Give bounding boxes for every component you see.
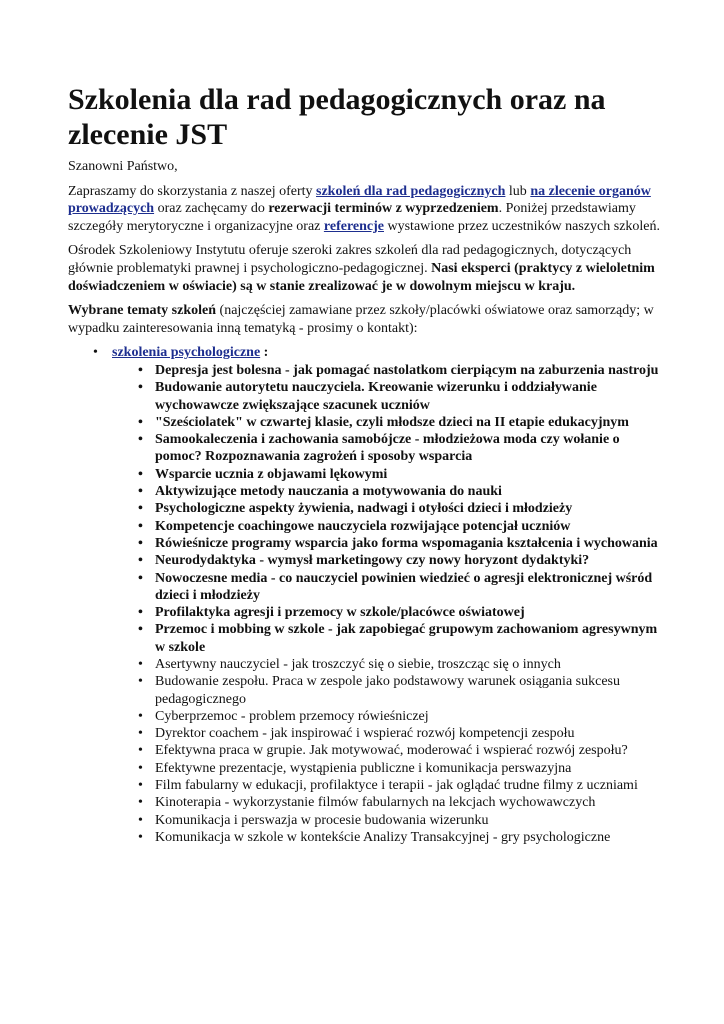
link-psychological-training[interactable]: szkolenia psychologiczne bbox=[112, 345, 261, 361]
topic-item: • Rówieśnicze programy wsparcia jako forma wspomagania kształcenia i wychowania bbox=[112, 535, 668, 552]
intro-text-4: . Poniżej przedstawiamy szczegóły merytoryczne i organizacyjne oraz bbox=[68, 201, 636, 234]
topic-item: • Efektywne prezentacje, wystąpienia publiczne i komunikacja perswazyjna bbox=[112, 760, 668, 777]
topic-item: • Film fabularny w edukacji, profilaktyce i terapii - jak oglądać trudne filmy z uczniami bbox=[112, 777, 668, 794]
topic-item: • Wsparcie ucznia z objawami lękowymi bbox=[112, 466, 668, 483]
topic-item: • Depresja jest bolesna - jak pomagać nastolatkom cierpiącym na zaburzenia nastroju bbox=[112, 362, 668, 379]
greeting: Szanowni Państwo, bbox=[68, 159, 178, 174]
topic-item: • Efektywna praca w grupie. Jak motywować, moderować i wspierać rozwój zespołu? bbox=[112, 742, 668, 759]
link-governing-bodies[interactable]: na zlecenie organów prowadzących bbox=[68, 183, 651, 217]
topic-item: • Cyberprzemoc - problem przemocy rówieśniczej bbox=[112, 708, 668, 725]
topic-item: • Aktywizujące metody nauczania a motywowania do nauki bbox=[112, 483, 668, 500]
topic-item: • Komunikacja i perswazja w procesie budowania wizerunku bbox=[112, 812, 668, 829]
topics-intro-bold: Wybrane tematy szkoleń bbox=[68, 303, 217, 319]
topic-item: • Psychologiczne aspekty żywienia, nadwagi i otyłości dzieci i młodzieży bbox=[112, 500, 668, 517]
about-paragraph bbox=[68, 242, 668, 295]
topic-item: • Samookaleczenia i zachowania samobójcze - młodzieżowa moda czy wołanie o pomoc? Rozpoznawania zagrożeń i sposoby wsparcia bbox=[112, 431, 668, 466]
topic-item: • Neurodydaktyka - wymysł marketingowy czy nowy horyzont dydaktyki? bbox=[112, 552, 668, 569]
intro-text-1: Zapraszamy do skorzystania z naszej oferty bbox=[68, 183, 317, 199]
category-item bbox=[68, 344, 668, 846]
topic-item: • Profilaktyka agresji i przemocy w szkole/placówce oświatowej bbox=[112, 604, 668, 621]
page-title: Szkolenia dla rad pedagogicznych oraz na zlecenie JST bbox=[68, 83, 606, 151]
document-page bbox=[68, 82, 668, 846]
topic-item: • Budowanie autorytetu nauczyciela. Kreowanie wizerunku i oddziaływanie wychowawcze zwiększające szacunek uczniów bbox=[112, 379, 668, 414]
intro-text-2: lub bbox=[505, 183, 531, 199]
topic-item: • Asertywny nauczyciel - jak troszczyć się o siebie, troszcząc się o innych bbox=[112, 656, 668, 673]
topics-intro-rest: (najczęściej zamawiane przez szkoły/placówki oświatowe oraz samorządy; w wypadku zainteresowania inną tematyką - prosimy o kontakt): bbox=[68, 303, 654, 336]
topic-item: • Przemoc i mobbing w szkole - jak zapobiegać grupowym zachowaniom agresywnym w szkole bbox=[112, 621, 668, 656]
intro-text-5: wystawione przez uczestników naszych szkoleń. bbox=[384, 218, 661, 234]
topic-item: • Kompetencje coachingowe nauczyciela rozwijające potencjał uczniów bbox=[112, 518, 668, 535]
category-suffix: : bbox=[260, 345, 269, 361]
intro-text-3: oraz zachęcamy do bbox=[154, 201, 269, 217]
link-school-training[interactable]: szkoleń dla rad pedagogicznych bbox=[316, 183, 506, 199]
about-bold: Nasi eksperci (praktycy z wieloletnim doświadczeniem w oświacie) są w stanie zrealizować je w dowolnym miejscu w kraju. bbox=[68, 260, 655, 294]
category-list bbox=[68, 344, 668, 846]
intro-bold: rezerwacji terminów z wyprzedzeniem bbox=[268, 201, 499, 217]
topic-item: • Kinoterapia - wykorzystanie filmów fabularnych na lekcjach wychowawczych bbox=[112, 794, 668, 811]
about-text: Ośrodek Szkoleniowy Instytutu oferuje szeroki zakres szkoleń dla rad pedagogicznych, dotyczących głównie problematyki prawnej i psychologiczno-pedagogicznej. bbox=[68, 243, 632, 276]
topic-item: • Nowoczesne media - co nauczyciel powinien wiedzieć o agresji elektronicznej wśród dzieci i młodzieży bbox=[112, 570, 668, 605]
topic-item: • Budowanie zespołu. Praca w zespole jako podstawowy warunek osiągania sukcesu pedagogicznego bbox=[112, 673, 668, 708]
topic-list bbox=[112, 362, 668, 846]
link-references[interactable]: referencje bbox=[323, 218, 384, 234]
topic-item: • Komunikacja w szkole w kontekście Analizy Transakcyjnej - gry psychologiczne bbox=[112, 829, 668, 846]
intro-paragraph bbox=[68, 183, 668, 236]
topics-intro bbox=[68, 302, 668, 337]
topic-item: • Dyrektor coachem - jak inspirować i wspierać rozwój kompetencji zespołu bbox=[112, 725, 668, 742]
topic-item: • "Sześciolatek" w czwartej klasie, czyli młodsze dzieci na II etapie edukacyjnym bbox=[112, 414, 668, 431]
